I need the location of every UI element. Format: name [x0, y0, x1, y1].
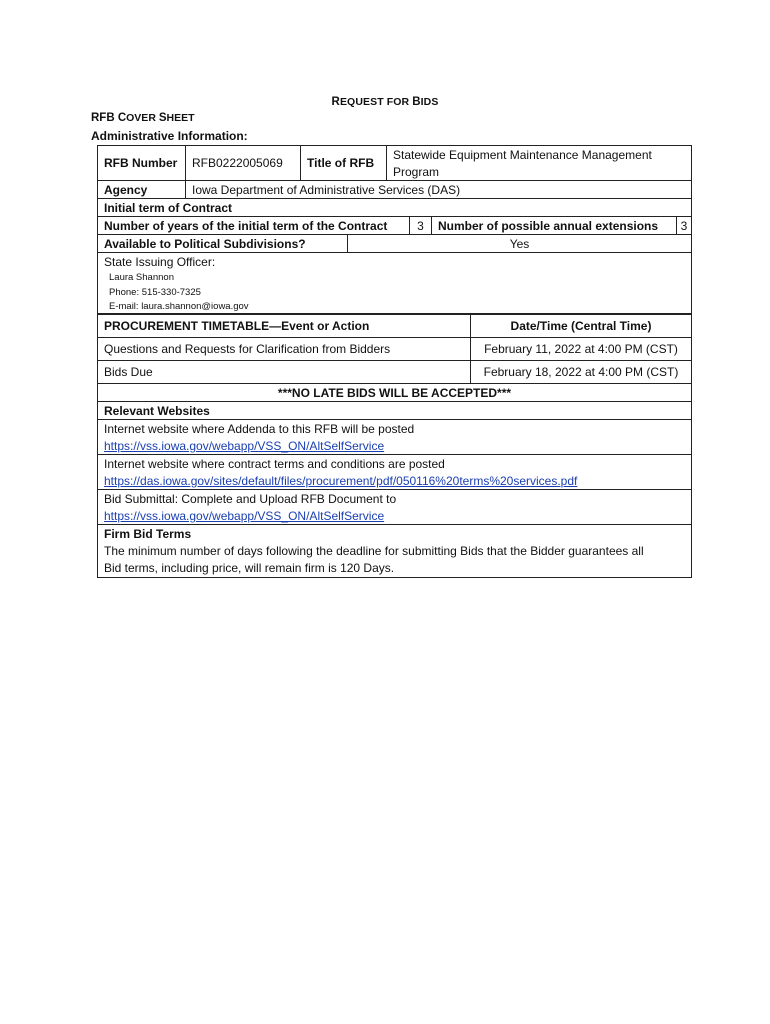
agency-row	[97, 181, 692, 199]
website-description: Internet website where contract terms and conditions are posted	[104, 457, 445, 471]
issuing-officer-label: State Issuing Officer:	[104, 255, 216, 269]
agency-label: Agency	[98, 181, 186, 198]
website-item	[97, 420, 692, 455]
title-text-part2: IDS	[420, 96, 439, 108]
firm-bid-terms-row	[97, 525, 692, 578]
website-item-content	[98, 490, 691, 524]
rfb-title-line2: Program	[393, 165, 440, 179]
officer-email: E-mail: laura.shannon@iowa.gov	[109, 301, 249, 312]
cover-heading-part4: HEET	[166, 112, 195, 124]
timetable-event-header: PROCUREMENT TIMETABLE—Event or Action	[98, 315, 471, 337]
timetable-row	[97, 338, 692, 361]
initial-term-row	[97, 199, 692, 217]
cover-heading-part3: S	[158, 112, 167, 124]
firm-bid-terms-label: Firm Bid Terms	[104, 527, 192, 541]
title-initial-r: R	[331, 96, 340, 108]
contract-terms-link[interactable]: https://das.iowa.gov/sites/default/files/procurement/pdf/050116%20terms%20services.pdf	[104, 474, 578, 488]
title-text-part1: EQUEST FOR	[339, 96, 413, 108]
extensions-label: Number of possible annual extensions	[432, 217, 677, 234]
website-item	[97, 455, 692, 490]
issuing-officer-block	[98, 253, 691, 313]
firm-bid-terms-line2: Bid terms, including price, will remain firm is 120 Days.	[104, 561, 395, 575]
timetable-row	[97, 361, 692, 384]
timetable-event: Bids Due	[98, 361, 471, 383]
website-item-content	[98, 420, 691, 454]
political-subdivisions-row	[97, 235, 692, 253]
late-bids-notice-row	[97, 384, 692, 402]
firm-bid-terms-line1: The minimum number of days following the deadline for submitting Bids that the Bidder guarantees all	[104, 544, 644, 558]
initial-term-label: Initial term of Contract	[104, 201, 233, 215]
document-title	[0, 96, 770, 108]
rfb-number-row	[97, 145, 692, 181]
timetable-date: February 11, 2022 at 4:00 PM (CST)	[484, 342, 678, 356]
bid-submittal-link[interactable]: https://vss.iowa.gov/webapp/VSS_ON/AltSelfService	[104, 509, 385, 523]
timetable-event: Questions and Requests for Clarification from Bidders	[98, 338, 471, 360]
title-initial-b: B	[412, 96, 421, 108]
cover-heading-part1: RFB C	[91, 112, 127, 124]
firm-bid-terms-content	[98, 525, 691, 577]
procurement-timetable	[97, 314, 692, 578]
agency-value: Iowa Department of Administrative Services (DAS)	[192, 183, 461, 197]
website-description: Internet website where Addenda to this RFB will be posted	[104, 422, 415, 436]
website-item	[97, 490, 692, 525]
timetable-header-row	[97, 314, 692, 338]
timetable-date: February 18, 2022 at 4:00 PM (CST)	[483, 365, 679, 379]
rfb-number-value: RFB0222005069	[186, 146, 301, 180]
political-subdivisions-label: Available to Political Subdivisions?	[98, 235, 348, 252]
term-years-row	[97, 217, 692, 235]
relevant-websites-label: Relevant Websites	[104, 404, 210, 418]
political-subdivisions-value: Yes	[509, 237, 530, 251]
timetable-date-header: Date/Time (Central Time)	[510, 319, 652, 333]
term-years-value: 3	[410, 217, 432, 234]
website-description: Bid Submittal: Complete and Upload RFB Document to	[104, 492, 397, 506]
rfb-title-label: Title of RFB	[301, 146, 387, 180]
officer-phone: Phone: 515-330-7325	[109, 286, 201, 298]
officer-name: Laura Shannon	[109, 272, 174, 283]
addenda-website-link[interactable]: https://vss.iowa.gov/webapp/VSS_ON/AltSelfService	[104, 439, 385, 453]
late-bids-notice: ***NO LATE BIDS WILL BE ACCEPTED***	[277, 386, 512, 400]
cover-heading-part2: OVER	[126, 112, 159, 124]
admin-info-table	[97, 145, 692, 314]
rfb-title-line1: Statewide Equipment Maintenance Management	[393, 148, 652, 162]
extensions-value: 3	[680, 219, 688, 233]
website-item-content	[98, 455, 691, 489]
term-years-label: Number of years of the initial term of the Contract	[98, 217, 410, 234]
issuing-officer-row	[97, 253, 692, 314]
rfb-number-label: RFB Number	[98, 146, 186, 180]
rfb-title-value	[387, 146, 691, 180]
relevant-websites-row	[97, 402, 692, 420]
administrative-info-heading: Administrative Information:	[91, 129, 248, 143]
cover-sheet-heading	[91, 112, 195, 124]
